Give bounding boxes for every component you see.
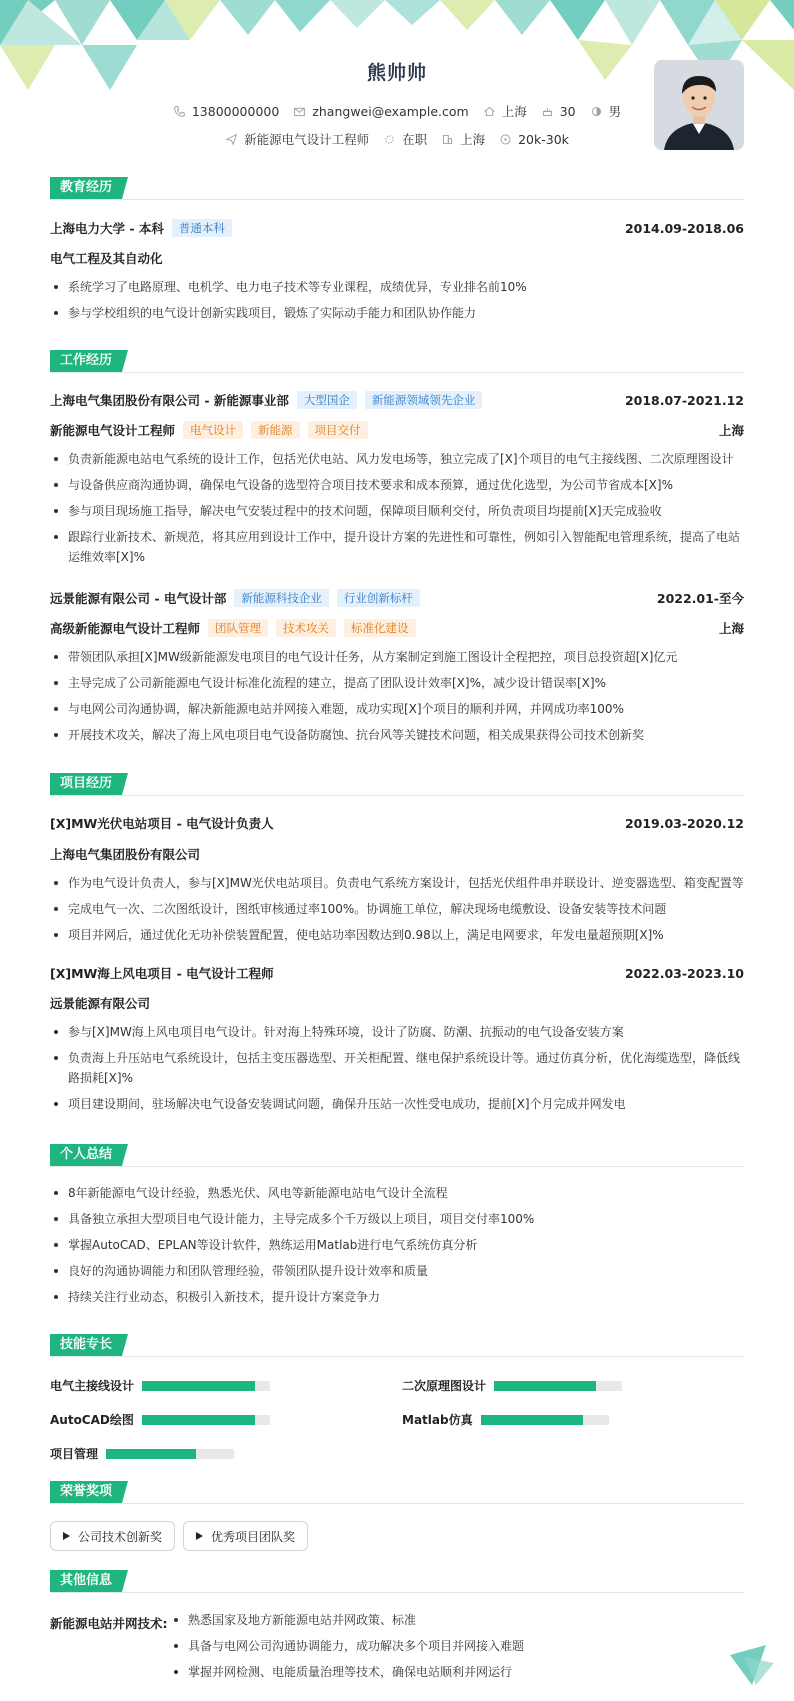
list-item: 系统学习了电路原理、电机学、电力电子技术等专业课程，成绩优异，专业排名前10% — [50, 277, 744, 297]
list-item: 带领团队承担[X]MW级新能源发电项目的电气设计任务，从方案制定到施工图设计全程把控，项目总投资超[X]亿元 — [50, 647, 744, 667]
work-1-title: 新能源电气设计工程师 — [50, 423, 176, 438]
list-item: 作为电气设计负责人，参与[X]MW光伏电站项目。负责电气系统方案设计，包括光伏组件串并联设计、逆变器选型、箱变配置等 — [50, 873, 744, 893]
section-summary-title: 个人总结 — [50, 1144, 122, 1166]
list-item: 持续关注行业动态，积极引入新技术，提升设计方案竞争力 — [50, 1287, 744, 1307]
candidate-name: 熊帅帅 — [366, 62, 427, 84]
city-text: 上海 — [460, 132, 486, 147]
position-text: 新能源电气设计工程师 — [244, 132, 370, 147]
play-icon — [196, 1532, 203, 1540]
award-label: 公司技术创新奖 — [78, 1529, 163, 1544]
list-item: 与电网公司沟通协调，解决新能源电站并网接入难题，成功实现[X]个项目的顺利并网，并网成功率100% — [50, 699, 744, 719]
list-item: 项目建设期间，驻场解决电气设备安装调试问题，确保升压站一次性受电成功，提前[X]个月完成并网发电 — [50, 1094, 744, 1114]
list-item: 项目并网后，通过优化无功补偿装置配置，使电站功率因数达到0.98以上，满足电网要求，年发电量超预期[X]% — [50, 925, 744, 945]
section-divider — [50, 1356, 744, 1357]
section-divider — [50, 1166, 744, 1167]
skill-label: 项目管理 — [50, 1447, 99, 1461]
hometown-text: 上海 — [501, 104, 527, 119]
list-item: 跟踪行业新技术、新规范，将其应用到设计工作中，提升设计方案的先进性和可靠性，例如引入智能配电管理系统，提高了电站运维效率[X]% — [50, 527, 744, 567]
award-item[interactable] — [183, 1521, 308, 1551]
summary-bullets — [50, 1183, 744, 1313]
list-item: 掌握并网检测、电能质量治理等技术，确保电站顺利并网运行 — [170, 1662, 744, 1682]
age-text: 30 — [559, 103, 576, 119]
work-1-skill-tag: 项目交付 — [308, 421, 368, 439]
work-1-title-row — [50, 421, 744, 439]
work-1-date: 2018.07-2021.12 — [624, 392, 744, 408]
list-item: 8年新能源电气设计经验，熟悉光伏、风电等新能源电站电气设计全流程 — [50, 1183, 744, 1203]
section-other-title: 其他信息 — [50, 1570, 122, 1592]
skill-item — [50, 1445, 234, 1462]
project-2-company: 远景能源有限公司 — [50, 996, 151, 1011]
skill-bar — [142, 1381, 270, 1391]
education-bullets — [50, 277, 744, 329]
work-1-header — [50, 391, 744, 409]
skill-label: 二次原理图设计 — [402, 1379, 487, 1393]
skill-bar-fill — [142, 1415, 255, 1425]
work-2-date: 2022.01-至今 — [656, 591, 744, 606]
project-1-company-row — [50, 845, 744, 863]
email-text: zhangwei@example.com — [312, 103, 469, 119]
salary-text: 20k-30k — [518, 131, 569, 147]
project-2-name: [X]MW海上风电项目 - 电气设计工程师 — [50, 966, 274, 981]
email-item — [293, 104, 468, 119]
status-text: 在职 — [402, 132, 428, 147]
list-item: 参与项目现场施工指导，解决电气安装过程中的技术问题，保障项目顺利交付，所负责项目均提前[X]天完成验收 — [50, 501, 744, 521]
list-item: 参与学校组织的电气设计创新实践项目，锻炼了实际动手能力和团队协作能力 — [50, 303, 744, 323]
section-work-title: 工作经历 — [50, 350, 122, 372]
building-icon — [441, 133, 454, 146]
list-item: 负责新能源电站电气系统的设计工作，包括光伏电站、风力发电场等，独立完成了[X]个项目的电气主接线图、二次原理图设计 — [50, 449, 744, 469]
education-tag: 普通本科 — [172, 219, 232, 237]
skill-bar — [494, 1381, 622, 1391]
hometown-item — [483, 102, 527, 120]
skill-item — [402, 1377, 622, 1394]
project-1-name: [X]MW光伏电站项目 - 电气设计负责人 — [50, 816, 274, 831]
mail-icon — [293, 105, 306, 118]
award-label: 优秀项目团队奖 — [211, 1529, 296, 1544]
play-icon — [63, 1532, 70, 1540]
other-label: 新能源电站并网技术: — [50, 1616, 168, 1631]
list-item: 掌握AutoCAD、EPLAN等设计软件，熟练运用Matlab进行电气系统仿真分析 — [50, 1235, 744, 1255]
education-major: 电气工程及其自动化 — [50, 251, 163, 266]
phone-item — [173, 104, 279, 119]
project-2-date: 2022.03-2023.10 — [624, 965, 744, 981]
project-1-date: 2019.03-2020.12 — [624, 815, 744, 831]
gender-icon — [590, 105, 603, 118]
list-item: 主导完成了公司新能源电气设计标准化流程的建立，提高了团队设计效率[X]%，减少设计错误率[X]% — [50, 673, 744, 693]
work-2-tag: 行业创新标杆 — [337, 589, 420, 607]
project-2-company-row — [50, 994, 744, 1012]
list-item: 与设备供应商沟通协调，确保电气设备的选型符合项目技术要求和成本预算，通过优化选型，为公司节省成本[X]% — [50, 475, 744, 495]
send-icon — [225, 133, 238, 146]
section-skills-title: 技能专长 — [50, 1334, 122, 1356]
education-header — [50, 219, 744, 237]
status-item — [383, 130, 427, 148]
project-1-header — [50, 814, 744, 832]
section-divider — [50, 199, 744, 200]
section-education-title: 教育经历 — [50, 177, 122, 199]
position-item — [225, 130, 369, 148]
skill-item — [402, 1411, 609, 1428]
salary-icon — [499, 133, 512, 146]
work-2-title-row — [50, 619, 744, 637]
other-bullets — [170, 1610, 744, 1688]
section-honors-title: 荣誉奖项 — [50, 1481, 122, 1503]
work-1-bullets — [50, 449, 744, 573]
award-item[interactable] — [50, 1521, 175, 1551]
phone-text: 13800000000 — [191, 103, 280, 119]
education-major-row — [50, 249, 744, 267]
section-divider — [50, 1592, 744, 1593]
section-divider — [50, 372, 744, 373]
list-item: 完成电气一次、二次图纸设计，图纸审核通过率100%。协调施工单位，解决现场电缆敷设、设备安装等技术问题 — [50, 899, 744, 919]
work-2-skill-tag: 技术攻关 — [276, 619, 336, 637]
avatar-photo — [654, 60, 744, 150]
work-2-skill-tag: 标准化建设 — [344, 619, 416, 637]
skill-label: AutoCAD绘图 — [50, 1413, 134, 1427]
education-date: 2014.09-2018.06 — [624, 220, 744, 236]
home-icon — [483, 105, 496, 118]
work-1-company: 上海电气集团股份有限公司 - 新能源事业部 — [50, 393, 289, 408]
age-item — [541, 104, 576, 119]
skill-label: Matlab仿真 — [402, 1413, 473, 1427]
skill-bar — [481, 1415, 609, 1425]
skill-item — [50, 1411, 270, 1428]
skill-bar — [106, 1449, 234, 1459]
work-2-header — [50, 589, 744, 607]
list-item: 良好的沟通协调能力和团队管理经验，带领团队提升设计效率和质量 — [50, 1261, 744, 1281]
list-item: 具备独立承担大型项目电气设计能力，主导完成多个千万级以上项目，项目交付率100% — [50, 1209, 744, 1229]
work-1-tag: 新能源领域领先企业 — [365, 391, 483, 409]
project-1-company: 上海电气集团股份有限公司 — [50, 847, 201, 862]
list-item: 熟悉国家及地方新能源电站并网政策、标准 — [170, 1610, 744, 1630]
skill-bar — [142, 1415, 270, 1425]
section-divider — [50, 795, 744, 796]
gender-text: 男 — [608, 104, 622, 119]
work-1-location: 上海 — [718, 423, 744, 438]
work-2-company: 远景能源有限公司 - 电气设计部 — [50, 591, 227, 606]
skill-bar-fill — [142, 1381, 255, 1391]
work-1-skill-tag: 新能源 — [251, 421, 300, 439]
skill-item — [50, 1377, 270, 1394]
skill-bar-fill — [481, 1415, 583, 1425]
school-name: 上海电力大学 - 本科 — [50, 221, 164, 236]
cake-icon — [541, 105, 554, 118]
city-item — [441, 130, 485, 148]
skill-bar-fill — [106, 1449, 196, 1459]
work-2-location: 上海 — [718, 621, 744, 636]
project-2-header — [50, 964, 744, 982]
status-icon — [383, 133, 396, 146]
work-2-skill-tag: 团队管理 — [208, 619, 268, 637]
work-2-bullets — [50, 647, 744, 751]
skill-bar-fill — [494, 1381, 596, 1391]
work-1-tag: 大型国企 — [297, 391, 357, 409]
skill-label: 电气主接线设计 — [50, 1379, 135, 1393]
work-1-skill-tag: 电气设计 — [183, 421, 243, 439]
project-2-bullets — [50, 1022, 744, 1120]
list-item: 具备与电网公司沟通协调能力，成功解决多个项目并网接入难题 — [170, 1636, 744, 1656]
section-projects-title: 项目经历 — [50, 773, 122, 795]
work-2-tag: 新能源科技企业 — [234, 589, 329, 607]
section-divider — [50, 1503, 744, 1504]
list-item: 参与[X]MW海上风电项目电气设计。针对海上特殊环境，设计了防腐、防潮、抗振动的电气设备安装方案 — [50, 1022, 744, 1042]
project-1-bullets — [50, 873, 744, 951]
list-item: 负责海上升压站电气系统设计，包括主变压器选型、开关柜配置、继电保护系统设计等。通过仿真分析，优化海缆选型，降低线路损耗[X]% — [50, 1048, 744, 1088]
phone-icon — [173, 105, 186, 118]
salary-item — [499, 132, 569, 147]
work-2-title: 高级新能源电气设计工程师 — [50, 621, 201, 636]
gender-item — [590, 102, 622, 120]
list-item: 开展技术攻关，解决了海上风电项目电气设备防腐蚀、抗台风等关键技术问题，相关成果获得公司技术创新奖 — [50, 725, 744, 745]
